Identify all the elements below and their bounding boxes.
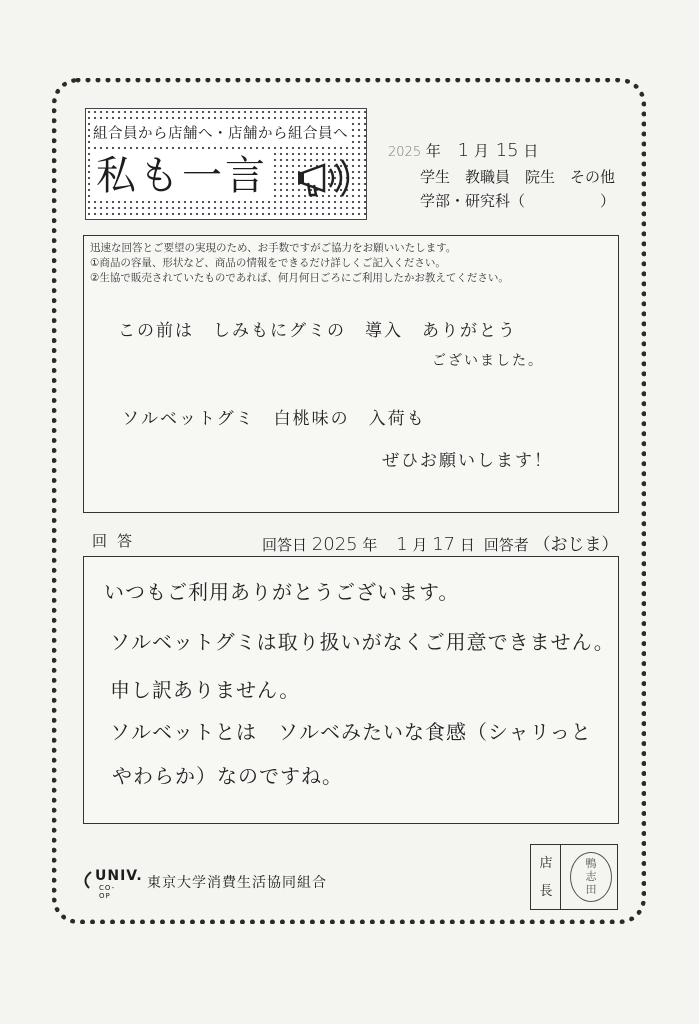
org-name: 東京大学消費生活協同組合 [147, 875, 327, 891]
coop-swoosh-icon [81, 870, 93, 890]
request-line: ございました。 [432, 353, 544, 369]
note-line: ②生協で販売されていたものであれば、何月何日ごろにご利用したかお教えてください。 [90, 272, 509, 284]
answer-line: ソルベットグミは取り扱いがなくご用意できません。 [110, 630, 615, 654]
answer-year-handwritten: 2025 [311, 534, 358, 555]
coop-logo-text: UNIV. [95, 868, 143, 884]
store-label-1: 店 [539, 856, 553, 871]
answer-line: いつもご利用ありがとうございます。 [104, 580, 460, 604]
header-title: 私も一言 [92, 152, 272, 200]
request-line: ぜひお願いします！ [382, 451, 553, 471]
answer-line: ソルベットとは ソルベみたいな食感（シャリっと [110, 720, 592, 744]
answer-responder-value: （おじま） [533, 535, 619, 555]
megaphone-icon [296, 155, 356, 203]
store-divider [560, 844, 561, 910]
answer-month-value: 1 [396, 534, 408, 555]
form-month-label: 月 [473, 142, 489, 160]
answer-day-label: 日 [459, 536, 475, 554]
request-notes [90, 241, 509, 286]
store-label-2: 長 [539, 884, 553, 899]
header-tagline: 組合員から店舗へ・店舗から組合員へ [90, 122, 351, 143]
form-day-label: 日 [523, 142, 539, 160]
answer-year-label: 年 [362, 536, 378, 554]
coop-logo-sub: CO-OP [99, 884, 116, 900]
form-date-line [388, 140, 538, 161]
answer-date-label: 回答日 [262, 536, 308, 554]
form-dept: 学部・研究科（ ） [420, 192, 616, 210]
answer-day-value: 17 [432, 534, 456, 555]
answer-label: 回答 [92, 532, 143, 550]
form-year-handwritten: 2025 [388, 145, 422, 160]
note-line: 迅速な回答とご要望の実現のため、お手数ですがご協力をお願いいたします。 [90, 242, 457, 254]
answer-meta [262, 530, 619, 555]
form-day-value: 15 [495, 140, 519, 161]
form-month-value: 1 [457, 140, 470, 161]
note-line: ①商品の容量、形状など、商品の情報をできるだけ詳しくご記入ください。 [90, 257, 446, 269]
manager-stamp [570, 852, 612, 902]
answer-responder-label: 回答者 [483, 536, 529, 554]
request-line: ソルベットグミ 白桃味の 入荷も [122, 409, 426, 429]
answer-line: やわらか）なのですね。 [112, 764, 343, 788]
store-manager-label [538, 850, 554, 906]
form-year-label: 年 [425, 142, 441, 160]
answer-line: 申し訳ありません。 [110, 678, 301, 702]
form-roles: 学生 教職員 院生 その他 [420, 168, 616, 186]
answer-month-label: 月 [412, 536, 428, 554]
request-line: この前は しみもにグミの 導入 ありがとう [118, 321, 517, 341]
stamp-text: 鴨志田 [585, 857, 597, 896]
